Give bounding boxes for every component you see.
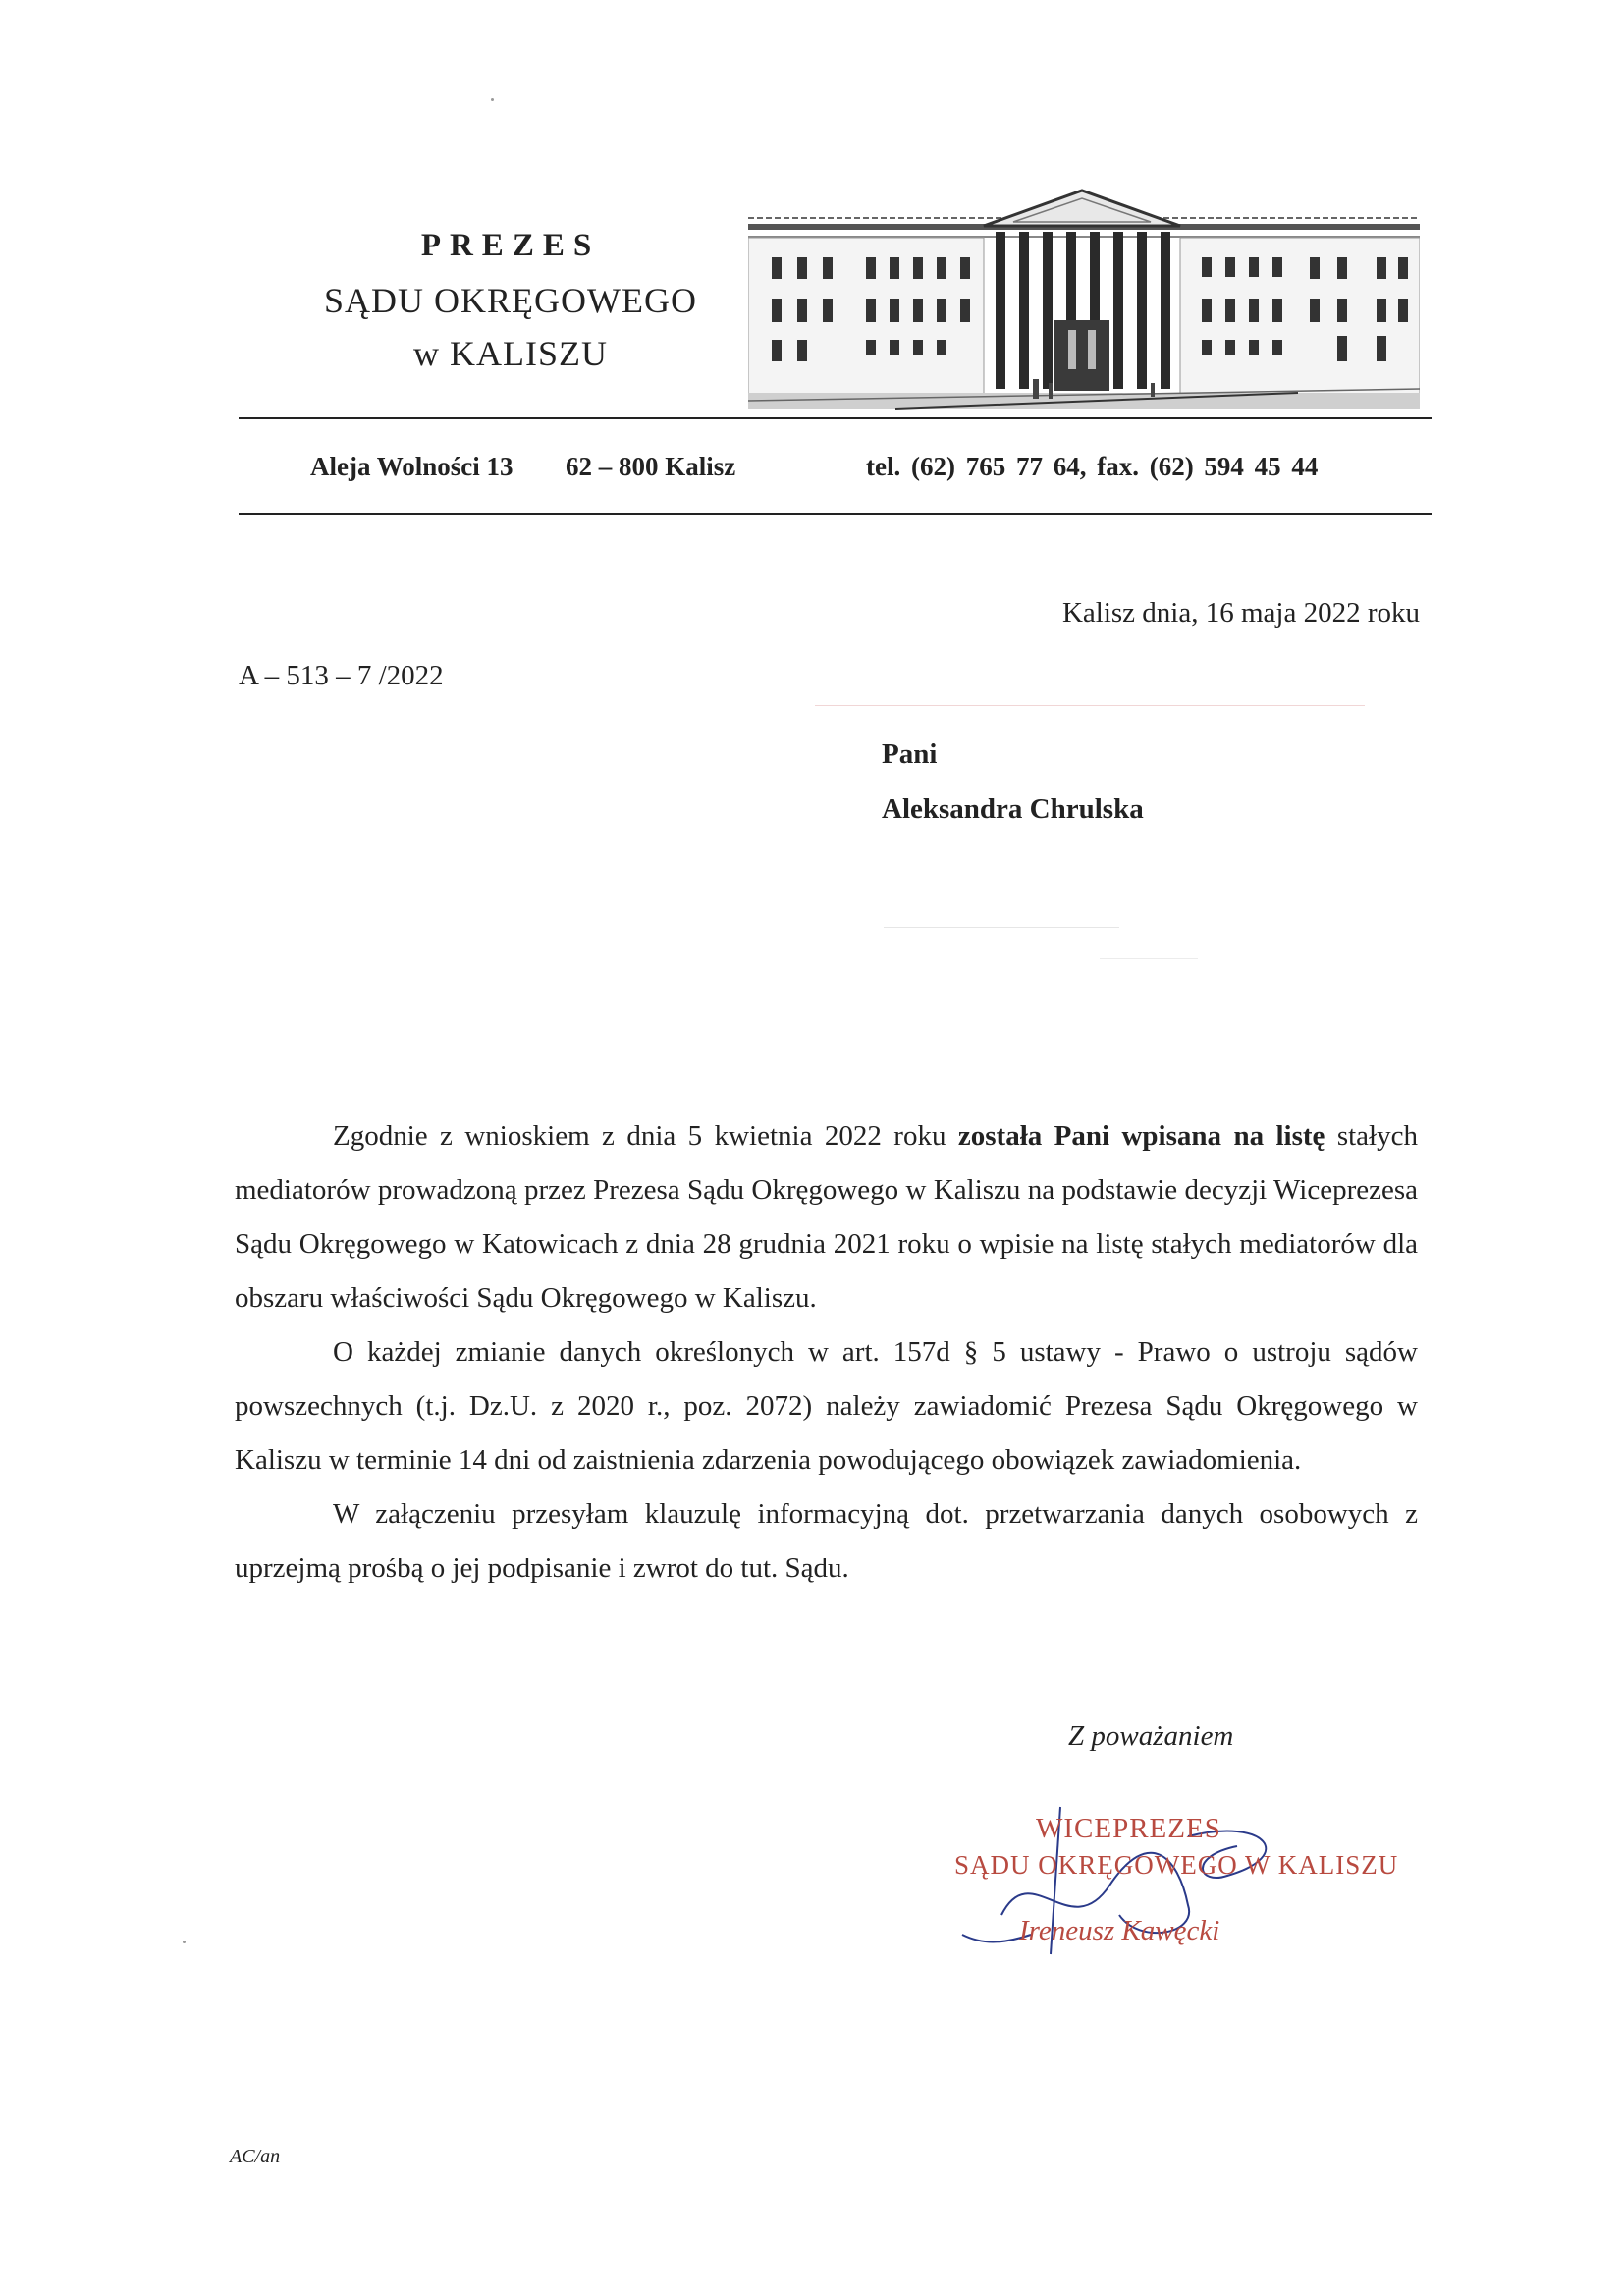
scan-speck [491, 98, 494, 101]
redacted-address-line [1100, 958, 1198, 959]
institution-title: PREZES [420, 228, 601, 263]
institution-header [295, 228, 727, 374]
letter-body [235, 1110, 1418, 1596]
body-paragraph: O każdej zmianie danych określonych w art. 157d § 5 ustawy - Prawo o ustroju sądów powszechnych (t.j. Dz.U. z 2020 r., poz. 2072) należy zawiadomić Prezesa Sądu Okręgowego w Kaliszu w terminie 14 dni od zaistnienia zdarzenia powodującego obowiązek zawiadomienia. [235, 1337, 1418, 1476]
redacted-address-line [884, 927, 1119, 928]
header-divider-top [239, 417, 1432, 419]
address-street: Aleja Wolności 13 [310, 452, 514, 481]
footer-initials: AC/an [230, 2146, 281, 2167]
letter-date: Kalisz dnia, 16 maja 2022 roku [1061, 597, 1420, 629]
header-divider-bottom [239, 513, 1432, 515]
reference-number: A – 513 – 7 /2022 [239, 660, 444, 691]
address-city: 62 – 800 Kalisz [566, 452, 736, 481]
scan-speck [183, 1941, 186, 1943]
institution-court: SĄDU OKRĘGOWEGO [324, 281, 697, 320]
stamp-title: WICEPREZES [1036, 1813, 1221, 1844]
recipient-name: Aleksandra Chrulska [882, 793, 1144, 825]
institution-city: w KALISZU [413, 334, 608, 373]
stamp-court: SĄDU OKRĘGOWEGO W KALISZU [954, 1850, 1399, 1880]
recipient-salutation: Pani [882, 738, 938, 770]
faint-scan-line [815, 705, 1365, 706]
body-paragraph [235, 1110, 1418, 1326]
body-paragraph: W załączeniu przesyłam klauzulę informacyjną dot. przetwarzania danych osobowych z uprzejmą prośbą o jej podpisanie i zwrot do tut. Sądu. [235, 1499, 1418, 1584]
address-phone: tel. (62) 765 77 64, fax. (62) 594 45 44 [866, 452, 1319, 481]
stamp-signatory-name: Ireneusz Kawęcki [1019, 1915, 1220, 1946]
body-text-span: stałych mediatorów prowadzoną przez Prezesa Sądu Okręgowego w Kaliszu na podstawie decyzji Wiceprezesa Sądu Okręgowego w Katowicach z dnia 28 grudnia 2021 roku o wpisie na listę stałych mediatorów dla obszaru właściwości Sądu Okręgowego w Kaliszu. [235, 1121, 1418, 1314]
body-text-span: Zgodnie z wnioskiem z dnia 5 kwietnia 2022 roku [333, 1121, 958, 1152]
court-building-illustration [748, 183, 1420, 410]
body-emphasis: została Pani wpisana na listę [957, 1121, 1325, 1152]
closing-phrase: Z poważaniem [1068, 1721, 1234, 1752]
